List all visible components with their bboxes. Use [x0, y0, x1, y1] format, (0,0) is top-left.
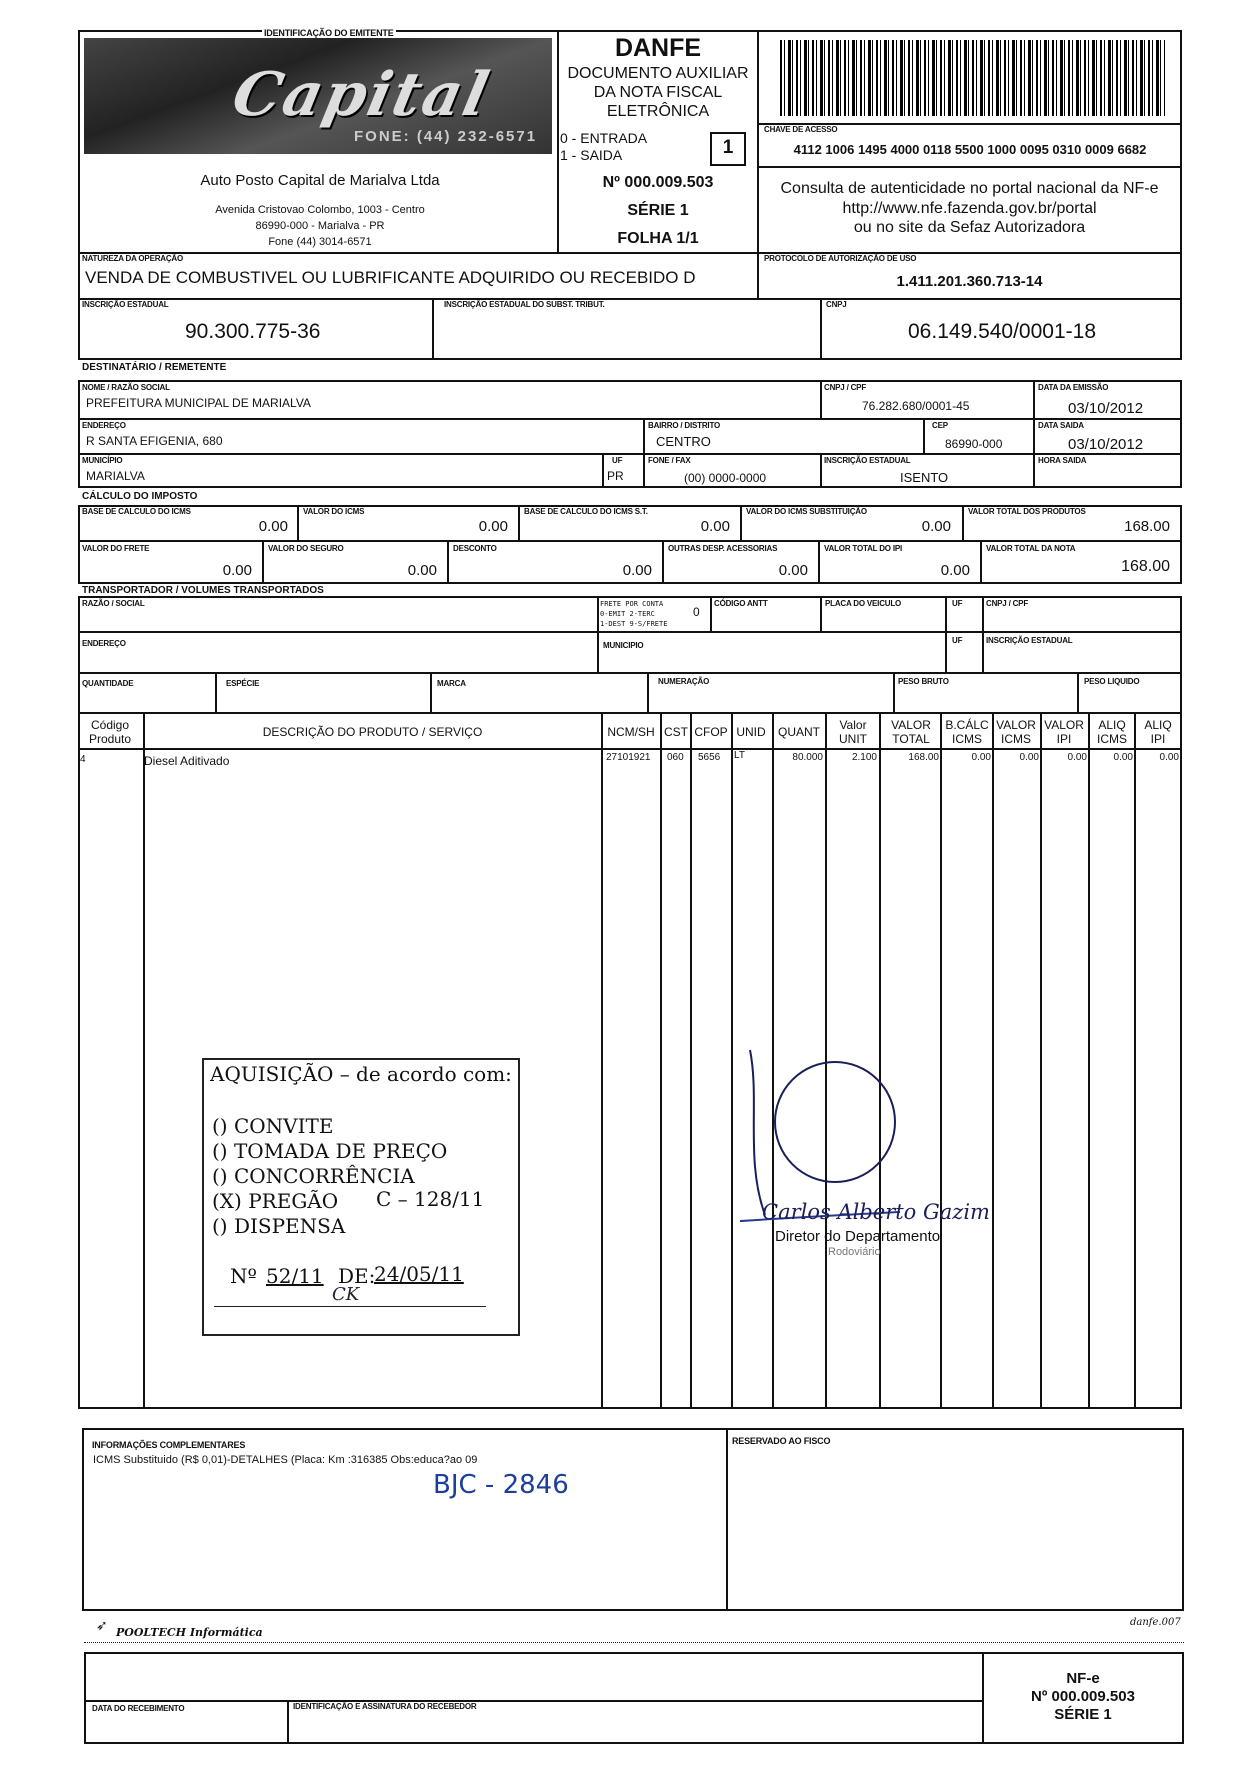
row-aipi: 0.00 — [1159, 752, 1179, 763]
freight-value: 0.00 — [222, 562, 252, 579]
phone-label: FONE / FAX — [648, 456, 691, 465]
recipient-ie-label: INSCRIÇÃO ESTADUAL — [824, 456, 911, 465]
base-st-label: BASE DE CALCULO DO ICMS S.T. — [524, 507, 648, 516]
freight-option-1: FRETE POR CONTA — [600, 600, 664, 608]
issuer-logo — [84, 38, 552, 154]
base-st-value: 0.00 — [700, 518, 730, 535]
recipient-name-label: NOME / RAZÃO SOCIAL — [82, 383, 170, 392]
row-ncm: 27101921 — [606, 752, 651, 763]
consult-line-1: Consulta de autenticidade no portal nacional da NF-e — [780, 180, 1159, 197]
stamp-pregao-ref: C – 128/11 — [376, 1187, 485, 1211]
exit-value: 03/10/2012 — [1068, 436, 1144, 453]
col-quant-header: QUANT — [778, 725, 820, 739]
note-total-value: 168.00 — [1121, 558, 1170, 575]
icms-value: 0.00 — [478, 518, 508, 535]
stamp-option-pregao: (X) PREGÃO — [212, 1189, 339, 1213]
species-label: ESPÉCIE — [226, 679, 260, 688]
gross-weight-label: PESO BRUTO — [898, 677, 949, 686]
cnpj-label: CNPJ — [826, 300, 847, 309]
freight-value: 0 — [693, 605, 700, 619]
row-desc: Diesel Aditivado — [144, 754, 230, 768]
divider — [945, 596, 947, 672]
danfe-subtitle-3: ELETRÔNICA — [606, 103, 710, 120]
other-label: OUTRAS DESP. ACESSORIAS — [668, 544, 778, 553]
row-code: 4 — [80, 754, 86, 765]
divider — [432, 298, 434, 360]
city-label: MUNICÍPIO — [82, 456, 123, 465]
phone-value: (00) 0000-0000 — [684, 471, 767, 485]
brand-label: MARCA — [437, 679, 466, 688]
freight-option-2: 0-EMIT 2-TERC — [600, 610, 655, 618]
col-desc-header: DESCRIÇÃO DO PRODUTO / SERVIÇO — [262, 725, 483, 739]
consult-line-2[interactable]: http://www.nfe.fazenda.gov.br/portal — [842, 200, 1097, 217]
divider — [447, 540, 449, 584]
carrier-address-label: ENDEREÇO — [82, 639, 126, 648]
col-aipi-header: ALIQ IPI — [1144, 718, 1172, 746]
cnpj-value: 06.149.540/0001-18 — [908, 320, 1097, 343]
ipi-total-label: VALOR TOTAL DO IPI — [824, 544, 903, 553]
icms-label: VALOR DO ICMS — [303, 507, 365, 516]
recipient-cnpj-label: CNPJ / CPF — [824, 383, 867, 392]
base-icms-value: 0.00 — [258, 518, 288, 535]
cep-label: CEP — [932, 421, 948, 430]
transport-section: TRANSPORTADOR / VOLUMES TRANSPORTADOS — [82, 585, 324, 596]
ie-label: INSCRIÇÃO ESTADUAL — [82, 300, 169, 309]
divider — [662, 540, 664, 584]
stamp-signature-line — [214, 1306, 486, 1307]
stub-nfe: NF-e — [1066, 1670, 1100, 1687]
col-cfop-header: CFOP — [694, 725, 728, 739]
icms-st-label: VALOR DO ICMS SUBSTITUIÇÃO — [746, 507, 867, 516]
signature-dept: Rodoviário — [828, 1246, 881, 1258]
net-weight-label: PESO LIQUIDO — [1084, 677, 1140, 686]
fisco-label: RESERVADO AO FISCO — [732, 1436, 831, 1446]
form-reference: danfe.007 — [1130, 1617, 1181, 1628]
divider — [820, 453, 822, 488]
divider — [78, 418, 1182, 420]
col-vunit-header: Valor UNIT — [839, 718, 867, 746]
stamp-date: 24/05/11 — [374, 1262, 464, 1286]
danfe-entrada: 0 - ENTRADA — [560, 130, 648, 146]
stamp-date-label: DE: — [338, 1264, 376, 1288]
discount-label: DESCONTO — [453, 544, 497, 553]
freight-option-3: 1-DEST 9-S/FRETE — [600, 620, 668, 628]
divider — [647, 672, 649, 714]
divider — [262, 540, 264, 584]
carrier-cnpj-label: CNPJ / CPF — [986, 599, 1029, 608]
base-icms-label: BASE DE CALCULO DO ICMS — [82, 507, 191, 516]
fisco-box — [726, 1428, 1184, 1611]
access-key: 4112 1006 1495 4000 0118 5500 1000 0095 0310 0009 6682 — [793, 142, 1147, 157]
col-vipi-header: VALOR IPI — [1044, 718, 1084, 746]
carrier-city-label: MUNICIPIO — [603, 641, 644, 650]
stamp-option-dispensa: () DISPENSA — [212, 1214, 346, 1238]
issuer-section-label: IDENTIFICAÇÃO DO EMITENTE — [264, 28, 394, 38]
col-bcalc-header: B.CÁLC ICMS — [945, 718, 989, 746]
table-column-divider — [143, 712, 145, 1409]
danfe-number: Nº 000.009.503 — [602, 174, 714, 191]
divider — [982, 596, 984, 672]
recipient-name: PREFEITURA MUNICIPAL DE MARIALVA — [86, 396, 311, 410]
handwritten-note: BJC - 2846 — [433, 1470, 569, 1500]
icms-st-value: 0.00 — [921, 518, 951, 535]
issuer-name: Auto Posto Capital de Marialva Ltda — [200, 172, 440, 189]
stub-number: Nº 000.009.503 — [1031, 1688, 1135, 1705]
district-value: CENTRO — [656, 434, 711, 449]
col-aicms-header: ALIQ ICMS — [1097, 718, 1127, 746]
consult-line-3: ou no site da Sefaz Autorizadora — [853, 219, 1086, 236]
signature-role: Diretor do Departamento — [775, 1228, 941, 1245]
divider — [643, 418, 645, 488]
table-column-divider — [660, 712, 662, 1409]
divider — [297, 505, 299, 540]
freight-label: VALOR DO FRETE — [82, 544, 150, 553]
logo-phone: FONE: (44) 232-6571 — [354, 128, 538, 145]
row-vtotal: 168.00 — [908, 752, 939, 763]
col-cst-header: CST — [664, 725, 688, 739]
recipient-section: DESTINATÁRIO / REMETENTE — [82, 362, 227, 373]
other-value: 0.00 — [778, 562, 808, 579]
col-vicms-header: VALOR ICMS — [996, 718, 1036, 746]
col-code-header: Código Produto — [88, 718, 132, 746]
protocol-label: PROTOCOLO DE AUTORIZAÇÃO DE USO — [764, 254, 917, 263]
divider — [78, 748, 1182, 750]
divider — [740, 505, 742, 540]
plate-label: PLACA DO VEICULO — [825, 599, 902, 608]
stamp-title: AQUISIÇÃO – de acordo com: — [210, 1062, 512, 1086]
stamp-option-convite: () CONVITE — [212, 1114, 334, 1138]
city-value: MARIALVA — [86, 469, 145, 483]
receipt-date-label: DATA DO RECEBIMENTO — [92, 1704, 185, 1713]
barcode — [780, 40, 1165, 116]
divider — [78, 453, 1182, 455]
issuer-address: Avenida Cristovao Colombo, 1003 - Centro — [215, 204, 425, 216]
divider — [962, 505, 964, 540]
note-total-label: VALOR TOTAL DA NOTA — [986, 544, 1076, 553]
stub-serie: SÉRIE 1 — [1054, 1706, 1112, 1723]
district-label: BAIRRO / DISTRITO — [648, 421, 721, 430]
issuer-city: 86990-000 - Marialva - PR — [255, 220, 385, 232]
hour-label: HORA SAIDA — [1038, 456, 1087, 465]
divider — [980, 540, 982, 584]
tax-section: CÁLCULO DO IMPOSTO — [82, 491, 198, 502]
divider — [84, 1700, 982, 1702]
stamp-num: 52/11 — [266, 1264, 324, 1288]
divider — [818, 540, 820, 584]
danfe-saida: 1 - SAIDA — [560, 147, 623, 163]
protocol-value: 1.411.201.360.713-14 — [896, 273, 1043, 290]
antt-label: CÓDIGO ANTT — [714, 599, 768, 608]
danfe-folha: FOLHA 1/1 — [617, 230, 699, 247]
vendor-name: POOLTECH Informática — [116, 1626, 263, 1639]
recipient-address-label: ENDEREÇO — [82, 421, 126, 430]
carrier-ie-label: INSCRIÇÃO ESTADUAL — [986, 636, 1073, 645]
danfe-subtitle-2: DA NOTA FISCAL — [593, 84, 723, 101]
table-column-divider — [731, 712, 733, 1409]
products-total-value: 168.00 — [1124, 518, 1170, 535]
divider — [893, 672, 895, 714]
logo-brand: Capital — [226, 60, 497, 130]
stamp-num-label: Nº — [230, 1264, 257, 1288]
col-vtotal-header: VALOR TOTAL — [891, 718, 931, 746]
divider — [757, 166, 1182, 168]
recipient-address: R SANTA EFIGENIA, 680 — [86, 434, 223, 448]
additional-info-label: INFORMAÇÕES COMPLEMENTARES — [92, 1440, 246, 1450]
divider — [820, 596, 822, 631]
insurance-label: VALOR DO SEGURO — [268, 544, 344, 553]
danfe-serie: SÉRIE 1 — [627, 202, 689, 219]
divider — [1033, 380, 1035, 488]
table-column-divider — [992, 712, 994, 1409]
danfe-type: 1 — [722, 137, 734, 158]
carrier-uf-label: UF — [952, 599, 963, 608]
row-vicms: 0.00 — [1019, 752, 1039, 763]
row-cst: 060 — [667, 752, 684, 763]
table-column-divider — [1134, 712, 1136, 1409]
acquisition-stamp — [202, 1058, 520, 1336]
additional-info-text: ICMS Substituido (R$ 0,01)-DETALHES (Placa: Km :316385 Obs:educa?ao 09 — [93, 1454, 478, 1466]
stamp-option-tomada: () TOMADA DE PREÇO — [212, 1139, 448, 1163]
nature-value: VENDA DE COMBUSTIVEL OU LUBRIFICANTE ADQUIRIDO OU RECEBIDO D — [85, 268, 696, 287]
uf-value: PR — [607, 469, 624, 483]
ipi-total-value: 0.00 — [940, 562, 970, 579]
stamp-option-concorrencia: () CONCORRÊNCIA — [212, 1164, 415, 1188]
carrier-name-label: RAZÃO / SOCIAL — [82, 599, 145, 608]
access-key-label: CHAVE DE ACESSO — [764, 125, 838, 134]
table-column-divider — [1040, 712, 1042, 1409]
qty-label: QUANTIDADE — [82, 679, 134, 688]
divider — [820, 380, 822, 418]
table-column-divider — [601, 712, 603, 1409]
cut-line — [84, 1642, 1184, 1643]
divider — [597, 596, 599, 672]
row-bcalc: 0.00 — [971, 752, 991, 763]
emission-label: DATA DA EMISSÃO — [1038, 383, 1109, 392]
row-cfop: 5656 — [698, 752, 721, 763]
issuer-phone: Fone (44) 3014-6571 — [268, 236, 372, 248]
receipt-signature-label: IDENTIFICAÇÃO E ASSINATURA DO RECEBEDOR — [293, 1702, 477, 1711]
row-aicms: 0.00 — [1113, 752, 1133, 763]
discount-value: 0.00 — [622, 562, 652, 579]
divider — [518, 505, 520, 540]
exit-label: DATA SAIDA — [1038, 421, 1084, 430]
divider — [923, 418, 925, 453]
divider — [602, 453, 604, 488]
uf-label: UF — [612, 456, 623, 465]
divider — [78, 540, 1182, 542]
divider — [78, 672, 1182, 674]
recipient-cnpj: 76.282.680/0001-45 — [862, 399, 970, 413]
divider — [287, 1700, 289, 1744]
emission-value: 03/10/2012 — [1068, 400, 1144, 417]
carrier-uf2-label: UF — [952, 636, 963, 645]
table-column-divider — [1088, 712, 1090, 1409]
vendor-icon: ➶ — [96, 1617, 108, 1633]
divider — [1077, 672, 1079, 714]
row-vunit: 2.100 — [851, 752, 877, 763]
ie-value: 90.300.775-36 — [185, 320, 321, 343]
divider — [430, 672, 432, 714]
signature-name: Carlos Alberto Gazim — [762, 1200, 990, 1224]
divider — [710, 596, 712, 631]
table-column-divider — [690, 712, 692, 1409]
cep-value: 86990-000 — [945, 437, 1003, 451]
danfe-subtitle-1: DOCUMENTO AUXILIAR — [567, 65, 749, 82]
nature-label: NATUREZA DA OPERAÇÃO — [82, 254, 184, 263]
products-total-label: VALOR TOTAL DOS PRODUTOS — [968, 507, 1086, 516]
numbering-label: NUMERAÇÃO — [658, 677, 710, 686]
col-unid-header: UNID — [736, 725, 766, 739]
divider — [820, 298, 822, 360]
divider — [215, 672, 217, 714]
insurance-value: 0.00 — [407, 562, 437, 579]
divider — [78, 631, 1182, 633]
recipient-ie: ISENTO — [900, 470, 949, 485]
row-vipi: 0.00 — [1067, 752, 1087, 763]
col-ncm-header: NCM/SH — [607, 725, 655, 739]
row-quant: 80.000 — [792, 752, 823, 763]
row-unid: LT — [734, 750, 745, 761]
danfe-title: DANFE — [614, 34, 702, 62]
stamp-initials: CK — [332, 1284, 360, 1305]
ie-st-label: INSCRIÇÃO ESTADUAL DO SUBST. TRIBUT. — [444, 300, 605, 309]
